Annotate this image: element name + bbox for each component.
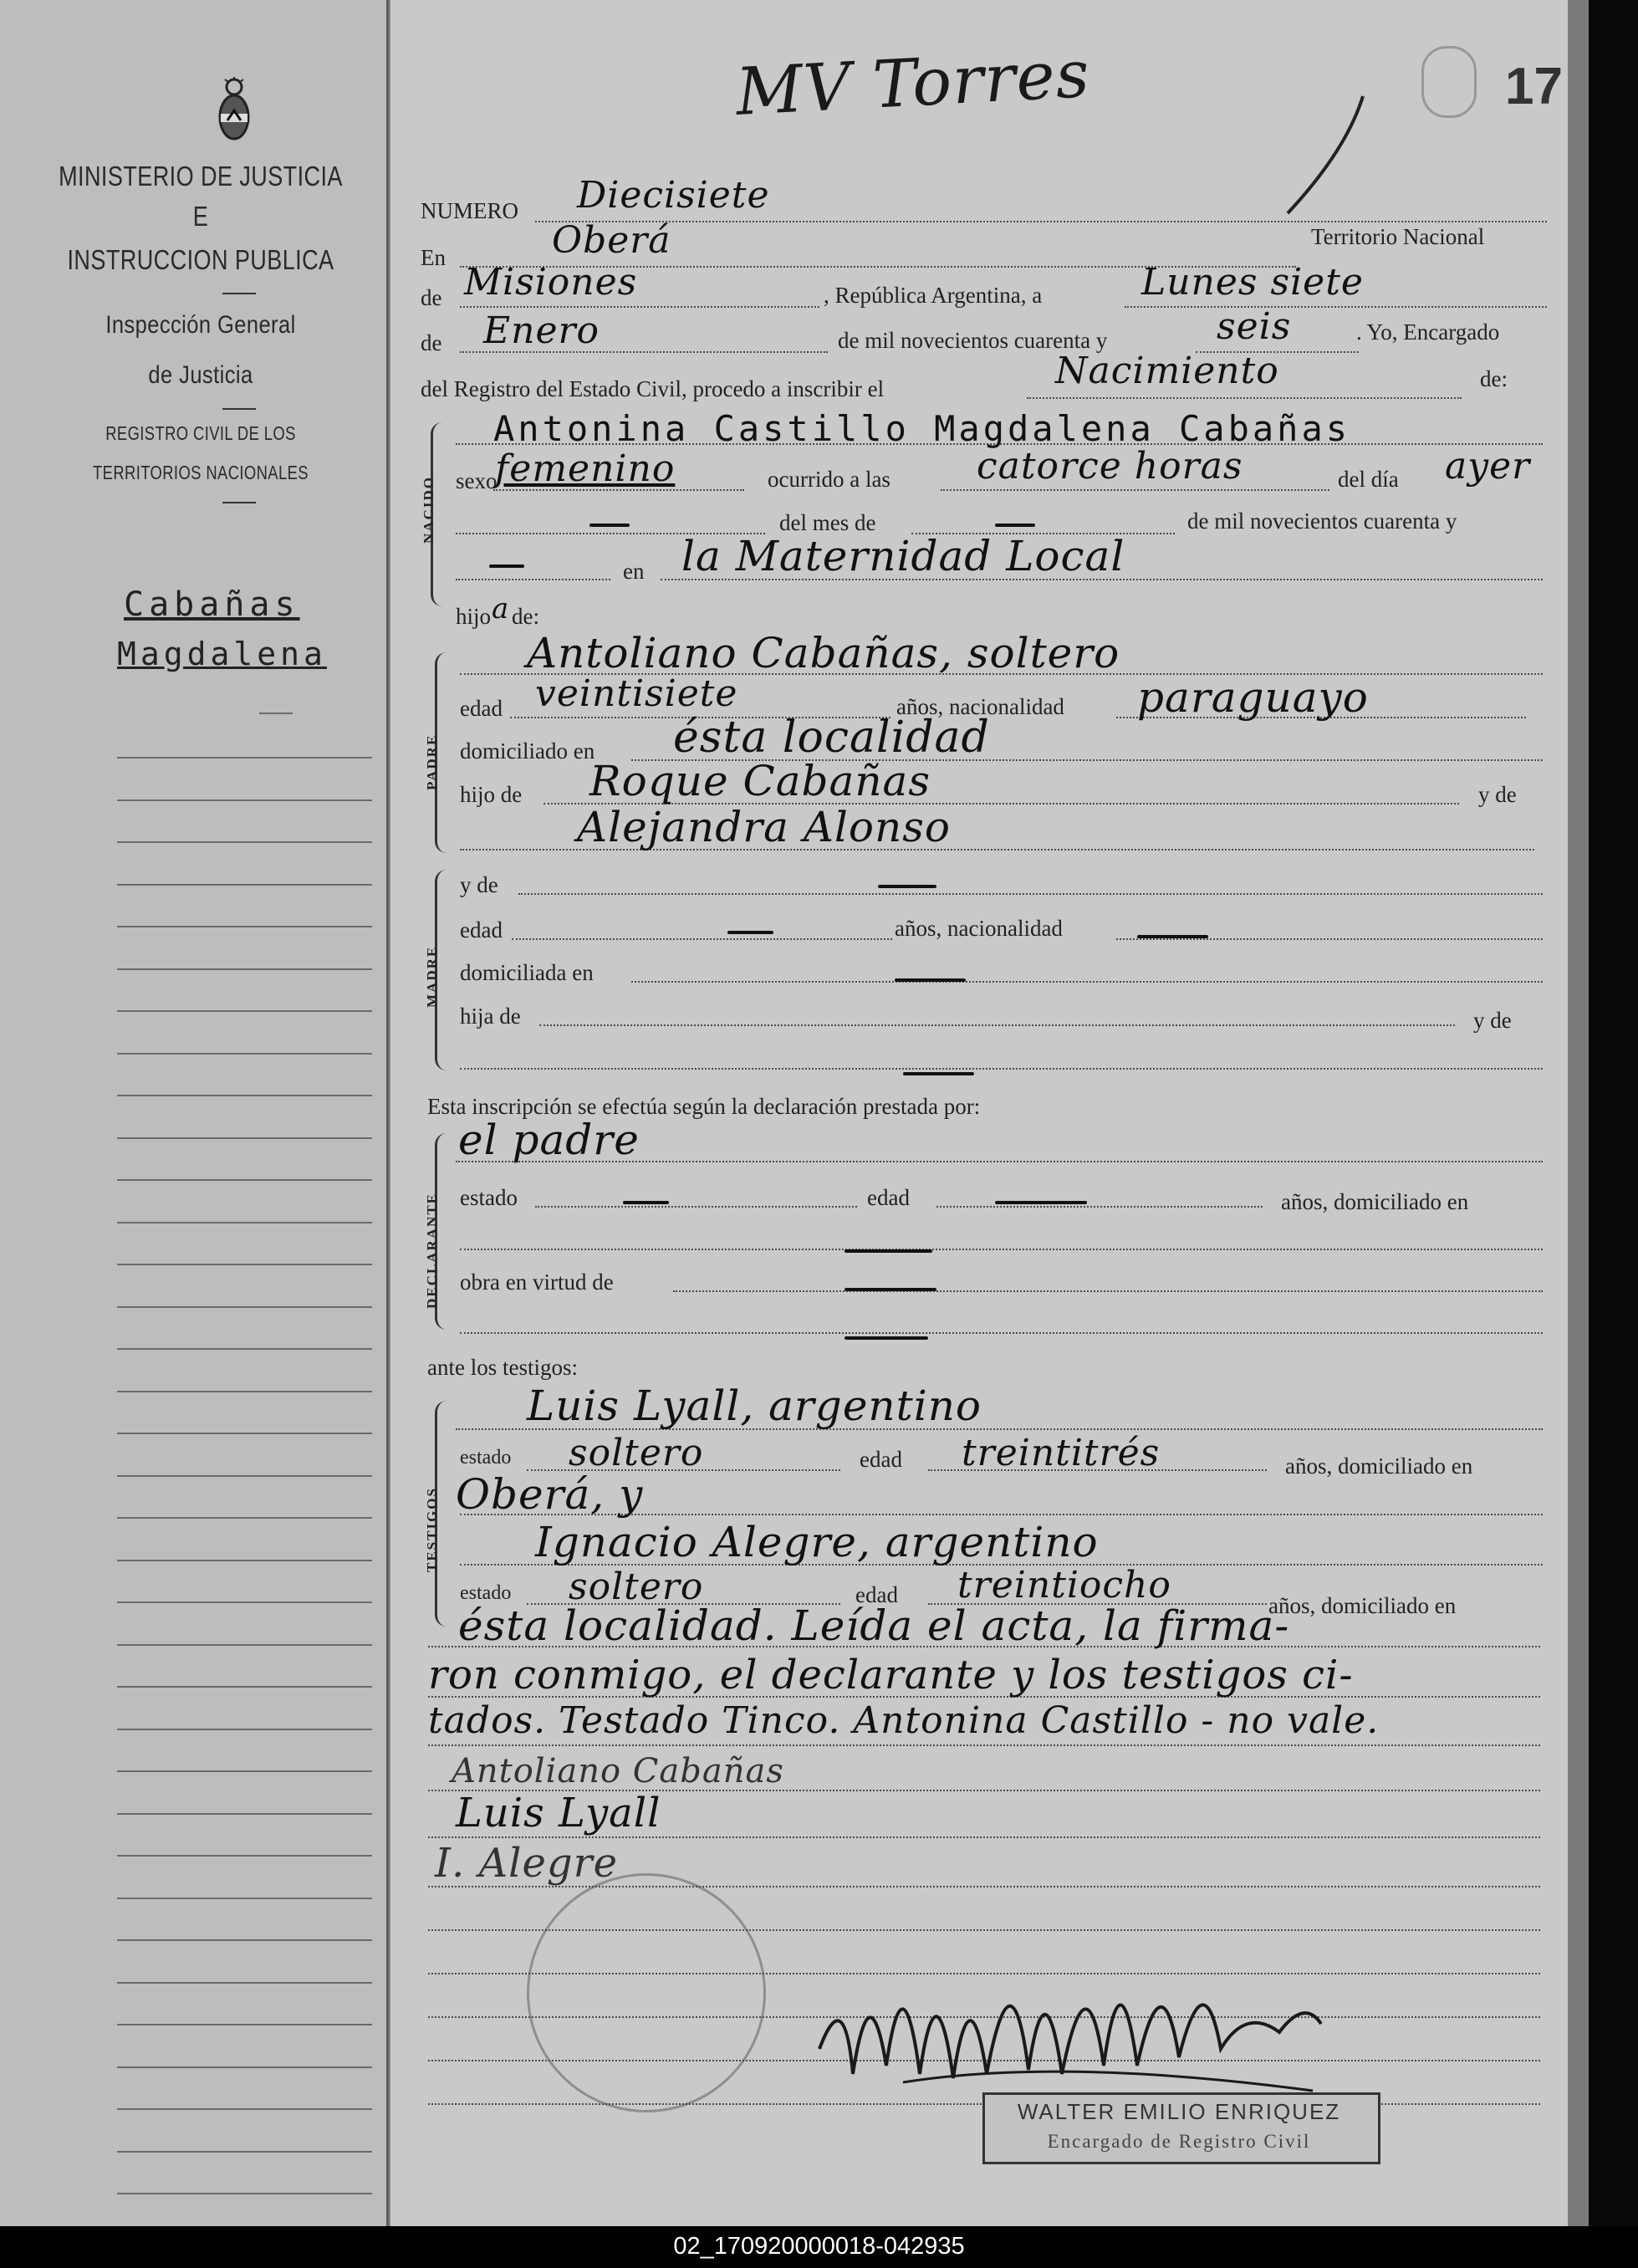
declarante-edad-label: edad	[867, 1185, 910, 1210]
blank-dash	[623, 1201, 669, 1204]
padre-madre: Alejandra Alonso	[577, 803, 951, 851]
en-value: Oberá	[552, 219, 671, 262]
left-rule-line	[117, 1601, 372, 1603]
anio2-line	[456, 579, 610, 580]
t1-estado: soltero	[569, 1432, 704, 1474]
left-rule-line	[117, 1855, 372, 1857]
obra2-line	[460, 1332, 1543, 1334]
madre-hija-label: hija de	[460, 1004, 521, 1029]
stamp-name: WALTER EMILIO ENRIQUEZ	[1017, 2099, 1341, 2124]
en2-label: en	[623, 559, 645, 584]
nacido-side-label: NACIDO	[421, 476, 436, 544]
t2-estado: soltero	[569, 1566, 704, 1608]
blank-dash	[995, 1201, 1087, 1204]
left-rule-line	[117, 1770, 372, 1772]
t1-anios-label: años, domiciliado en	[1285, 1453, 1473, 1479]
madre-dom-label: domiciliada en	[460, 960, 594, 985]
madre-y-de-label: y de	[460, 872, 498, 897]
blank-dash	[903, 1072, 974, 1075]
emboss-mark	[1421, 46, 1477, 118]
mil2-label: de mil novecientos cuarenta y	[1187, 508, 1457, 534]
left-rule-line	[117, 1264, 372, 1265]
t1-dom: Oberá, y	[456, 1470, 644, 1519]
blank-dash	[878, 885, 936, 888]
t1-estado-label: estado	[460, 1447, 512, 1469]
coat-of-arms-icon	[213, 77, 255, 144]
t2-anios-label: años, domiciliado en	[1268, 1593, 1457, 1618]
blank-dash	[845, 1336, 928, 1340]
mes-value: Enero	[483, 309, 600, 352]
signature-declarante: Antoliano Cabañas	[452, 1752, 784, 1790]
sig-line	[428, 1836, 1540, 1838]
numero-label: NUMERO	[421, 198, 519, 223]
dia2-value: ayer	[1445, 445, 1531, 488]
page-edge	[1568, 0, 1589, 2226]
padre-y-de-label: y de	[1478, 782, 1517, 807]
en-label: En	[421, 245, 446, 270]
de3-label: de:	[512, 604, 539, 629]
numero-value: Diecisiete	[577, 174, 770, 217]
left-rule-line	[117, 1348, 372, 1350]
blank-dash	[589, 524, 630, 527]
margin-note-given: Magdalena	[117, 636, 327, 672]
t1-edad-label: edad	[860, 1447, 902, 1472]
closing-line-1: ésta localidad. Leída el acta, la firma-	[458, 1601, 1290, 1650]
left-rule-line	[117, 1517, 372, 1519]
obra-label: obra en virtud de	[460, 1269, 614, 1295]
madre-side-label: MADRE	[424, 945, 440, 1008]
inspection-line-1: Inspección General	[105, 311, 296, 339]
left-rule-line	[117, 2066, 372, 2068]
left-rule-line	[117, 1095, 372, 1096]
blank-dash	[727, 931, 773, 934]
left-rule-line	[117, 1137, 372, 1139]
left-rule-line	[117, 841, 372, 843]
left-rule-line	[117, 1686, 372, 1688]
madre-dom-line	[631, 981, 1543, 983]
de-label: de	[421, 285, 442, 310]
anio-value: seis	[1217, 305, 1292, 348]
numero-line	[535, 219, 1547, 222]
left-rule-line	[117, 2151, 372, 2153]
mes-label: de	[421, 330, 442, 355]
territorio-label: Territorio Nacional	[1311, 224, 1485, 249]
closing-line-3: tados. Testado Tinco. Antonina Castillo - no vale.	[428, 1699, 1380, 1742]
left-rule-line	[117, 1475, 372, 1477]
declarante-side-label: DECLARANTE	[424, 1192, 440, 1309]
left-rule-line	[117, 968, 372, 970]
ministry-line-2: E	[192, 201, 209, 232]
testigo2: Ignacio Alegre, argentino	[535, 1518, 1099, 1566]
left-rule-line	[117, 1982, 372, 1984]
padre-anios-label: años, nacionalidad	[896, 694, 1064, 719]
signature-testigo2: I. Alegre	[435, 1840, 618, 1887]
mil-label: de mil novecientos cuarenta y	[838, 328, 1108, 353]
testigos-side-label: TESTIGOS	[424, 1487, 440, 1572]
left-rule-line	[117, 1898, 372, 1899]
left-rule-line	[117, 1179, 372, 1181]
left-rule-line	[117, 1391, 372, 1392]
republica-label: , República Argentina, a	[824, 283, 1043, 308]
left-rule-line	[117, 799, 372, 801]
de2-label: de:	[1480, 366, 1508, 391]
registro-label: del Registro del Estado Civil, procedo a inscribir el	[421, 376, 885, 401]
declarante-edad-line	[936, 1206, 1263, 1208]
left-rule-line	[117, 884, 372, 886]
left-rule-line	[117, 1433, 372, 1434]
page-number: 17	[1505, 58, 1563, 115]
left-rule-line	[117, 1306, 372, 1308]
left-rule-line	[117, 1644, 372, 1646]
acto-line	[1027, 397, 1462, 399]
madre-hija-line	[539, 1024, 1455, 1026]
dia-value: Lunes siete	[1141, 261, 1364, 304]
left-rule-line	[259, 713, 293, 714]
registry-line-2: TERRITORIOS NACIONALES	[93, 462, 309, 483]
horas-line	[941, 489, 1329, 491]
left-rule-line	[117, 926, 372, 927]
left-rule-line	[117, 1560, 372, 1561]
madre-abuela-line	[460, 1068, 1543, 1070]
de-line	[460, 306, 819, 308]
declarante-dom-line	[460, 1249, 1543, 1250]
blank-dash	[489, 564, 524, 568]
madre-edad-label: edad	[460, 917, 503, 942]
padre-padre: Roque Cabañas	[589, 757, 931, 805]
yo-label: . Yo, Encargado	[1356, 319, 1500, 345]
lugar-value: la Maternidad Local	[681, 532, 1125, 580]
hijo-label: hijo	[456, 604, 492, 629]
stamp-title: Encargado de Registro Civil	[1047, 2131, 1311, 2152]
left-rule-line	[117, 1939, 372, 1941]
dia-line	[1125, 306, 1547, 308]
header-divider	[222, 293, 256, 294]
horas-value: catorce horas	[977, 445, 1243, 488]
official-seal	[527, 1873, 766, 2112]
padre-dom-label: domiciliado en	[460, 738, 595, 764]
left-rule-line	[117, 1813, 372, 1815]
padre-nac: paraguayo	[1137, 673, 1369, 722]
madre-y-de2-label: y de	[1473, 1008, 1512, 1033]
del-mes-label: del mes de	[779, 510, 876, 535]
testigos-label: ante los testigos:	[427, 1355, 578, 1380]
sexo-value: femenino	[495, 447, 676, 490]
obra-line	[673, 1290, 1543, 1292]
madre-nac-line	[1116, 938, 1543, 940]
padre-edad: veintisiete	[535, 672, 738, 715]
sexo-label: sexo	[456, 468, 498, 493]
left-rule-line	[117, 757, 372, 759]
left-margin-column	[0, 0, 389, 2226]
padre-edad-label: edad	[460, 696, 503, 721]
padre-dom: ésta localidad	[673, 713, 990, 763]
header-divider	[222, 502, 256, 503]
image-code: 02_170920000018-042935	[673, 2233, 965, 2260]
left-rule-line	[117, 1729, 372, 1730]
left-rule-line	[117, 1222, 372, 1223]
officer-signature	[811, 1932, 1380, 2116]
left-rule-line	[117, 2024, 372, 2025]
declarante-anios-label: años, domiciliado en	[1281, 1189, 1469, 1214]
blank-dash	[1137, 935, 1208, 938]
de-value: Misiones	[464, 261, 638, 304]
left-rule-line	[117, 1010, 372, 1012]
blank-dash	[845, 1288, 936, 1291]
t2-edad-label: edad	[855, 1582, 898, 1607]
left-rule-line	[117, 1053, 372, 1055]
declarante-estado-label: estado	[460, 1185, 518, 1210]
madre-edad-line	[512, 938, 892, 940]
padre-hijo-de-label: hijo de	[460, 782, 523, 807]
t2-edad: treintiocho	[957, 1564, 1171, 1606]
hijo-suffix: a	[492, 592, 510, 626]
madre-anios-label: años, nacionalidad	[895, 916, 1063, 941]
madre-nombre-line	[518, 893, 1543, 895]
left-rule-line	[117, 2108, 372, 2110]
blank-dash	[845, 1249, 932, 1253]
padre-side-label: PADRE	[424, 733, 440, 790]
closing-line-2: ron conmigo, el declarante y los testigos ci-	[428, 1652, 1354, 1698]
margin-note-surname: Cabañas	[124, 585, 300, 624]
top-signature: MV Torres	[733, 36, 1092, 131]
inspection-line-2: de Justicia	[148, 361, 253, 389]
closing3-line	[428, 1744, 1540, 1746]
declarante-value: el padre	[458, 1116, 640, 1164]
registry-line-1: REGISTRO CIVIL DE LOS	[105, 422, 296, 444]
ocurrido-label: ocurrido a las	[768, 467, 890, 492]
padre-nombre: Antoliano Cabañas, soltero	[527, 629, 1120, 677]
t1-edad: treintitrés	[962, 1432, 1161, 1474]
ministry-line-3: INSTRUCCION PUBLICA	[67, 244, 334, 275]
acto-value: Nacimiento	[1055, 350, 1279, 392]
nombre-value: Antonina Castillo Magdalena Cabañas	[493, 408, 1351, 449]
left-rule-line	[117, 2193, 372, 2194]
declarante-estado-line	[535, 1206, 857, 1208]
blank-dash	[995, 524, 1035, 527]
testigo1: Luis Lyall, argentino	[527, 1382, 982, 1430]
blank-dash	[895, 978, 966, 982]
header-divider	[222, 408, 256, 410]
signature-stroke	[1271, 92, 1371, 217]
signature-testigo1: Luis Lyall	[456, 1790, 661, 1836]
del-dia-label: del día	[1338, 467, 1399, 492]
ministry-line-1: MINISTERIO DE JUSTICIA	[59, 161, 343, 192]
inscripcion-label: Esta inscripción se efectúa según la declaración prestada por:	[427, 1094, 981, 1119]
t2-estado-label: estado	[460, 1582, 512, 1604]
